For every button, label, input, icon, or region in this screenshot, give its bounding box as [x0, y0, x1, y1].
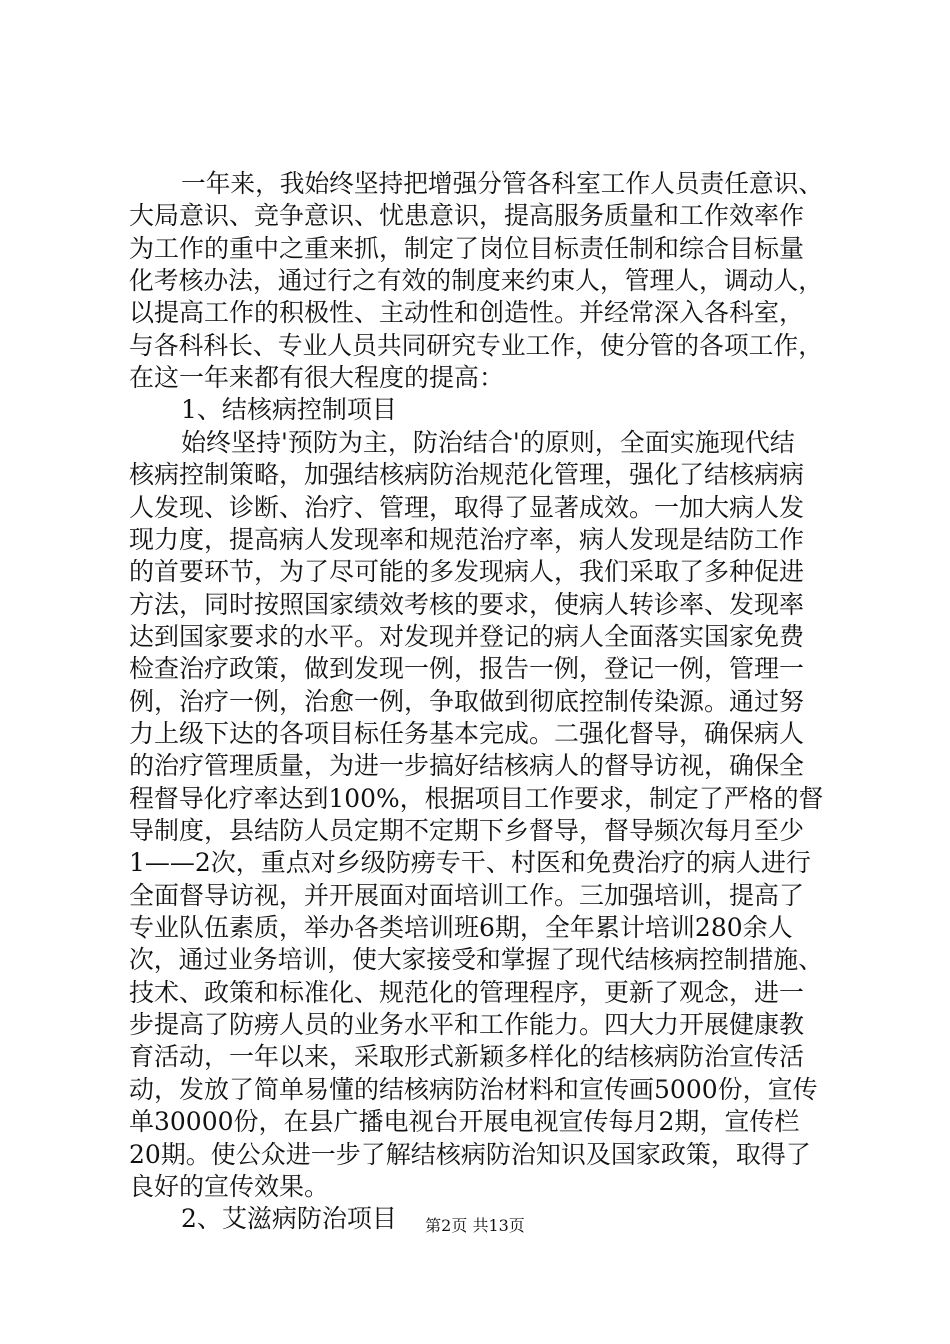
paragraph-line: 程督导化疗率达到100%，根据项目工作要求，制定了严格的督	[129, 783, 824, 813]
paragraph-line: 为工作的重中之重来抓，制定了岗位目标责任制和综合目标量	[129, 233, 805, 263]
paragraph-first-line: 始终坚持'预防为主，防治结合'的原则，全面实施现代结	[181, 427, 795, 457]
paragraph-line: 例，治疗一例，治愈一例，争取做到彻底控制传染源。通过努	[129, 686, 805, 716]
paragraph-first-line: 1、结核病控制项目	[181, 395, 397, 425]
paragraph-line: 化考核办法，通过行之有效的制度来约束人，管理人，调动人，	[129, 266, 823, 296]
paragraph-line: 单30000份，在县广播电视台开展电视宣传每月2期，宣传栏	[129, 1107, 800, 1137]
paragraph-line: 达到国家要求的水平。对发现并登记的病人全面落实国家免费	[129, 621, 805, 651]
paragraph-line: 全面督导访视，并开展面对面培训工作。三加强培训，提高了	[129, 880, 805, 910]
paragraph-line: 20期。使公众进一步了解结核病防治知识及国家政策，取得了	[129, 1139, 811, 1169]
paragraph-line: 在这一年来都有很大程度的提高：	[129, 363, 505, 393]
paragraph-line: 专业队伍素质，举办各类培训班6期，全年累计培训280余人	[129, 913, 793, 943]
paragraph-line: 导制度，县结防人员定期不定期下乡督导，督导频次每月至少	[129, 816, 805, 845]
paragraph-line: 力上级下达的各项目标任务基本完成。二强化督导，确保病人	[129, 718, 805, 748]
page-footer: 第2页 共13页	[425, 1216, 525, 1235]
paragraph-line: 动，发放了简单易懂的结核病防治材料和宣传画5000份，宣传	[129, 1074, 818, 1104]
paragraph-line: 良好的宣传效果。	[129, 1171, 330, 1201]
paragraph-first-line: 一年来，我始终坚持把增强分管各科室工作人员责任意识、	[181, 169, 824, 198]
paragraph-line: 育活动，一年以来，采取形式新颖多样化的结核病防治宣传活	[129, 1042, 805, 1072]
paragraph-line: 的首要环节，为了尽可能的多发现病人，我们采取了多种促进	[129, 557, 805, 587]
paragraph-line: 现力度，提高病人发现率和规范治疗率，病人发现是结防工作	[129, 524, 805, 554]
paragraph-line: 人发现、诊断、治疗、管理，取得了显著成效。一加大病人发	[129, 492, 805, 522]
paragraph-line: 与各科科长、专业人员共同研究专业工作，使分管的各项工作，	[129, 330, 823, 360]
paragraph-line: 次，通过业务培训，使大家接受和掌握了现代结核病控制措施、	[129, 945, 823, 975]
paragraph-line: 的治疗管理质量，为进一步搞好结核病人的督导访视，确保全	[129, 751, 805, 781]
paragraph-line: 技术、政策和标准化、规范化的管理程序，更新了观念，进一	[129, 977, 805, 1007]
paragraph-line: 1——2次，重点对乡级防痨专干、村医和免费治疗的病人进行	[129, 848, 811, 878]
paragraph-line: 方法，同时按照国家绩效考核的要求，使病人转诊率、发现率	[129, 589, 805, 619]
paragraph-line: 检查治疗政策，做到发现一例，报告一例，登记一例，管理一	[129, 654, 805, 684]
paragraph-line: 步提高了防痨人员的业务水平和工作能力。四大力开展健康教	[129, 1010, 805, 1040]
paragraph-line: 核病控制策略，加强结核病防治规范化管理，强化了结核病病	[129, 460, 805, 490]
paragraph-line: 大局意识、竞争意识、忧患意识，提高服务质量和工作效率作	[129, 201, 805, 231]
paragraph-line: 以提高工作的积极性、主动性和创造性。并经常深入各科室，	[129, 298, 805, 328]
paragraph-first-line: 2、艾滋病防治项目	[181, 1204, 397, 1234]
